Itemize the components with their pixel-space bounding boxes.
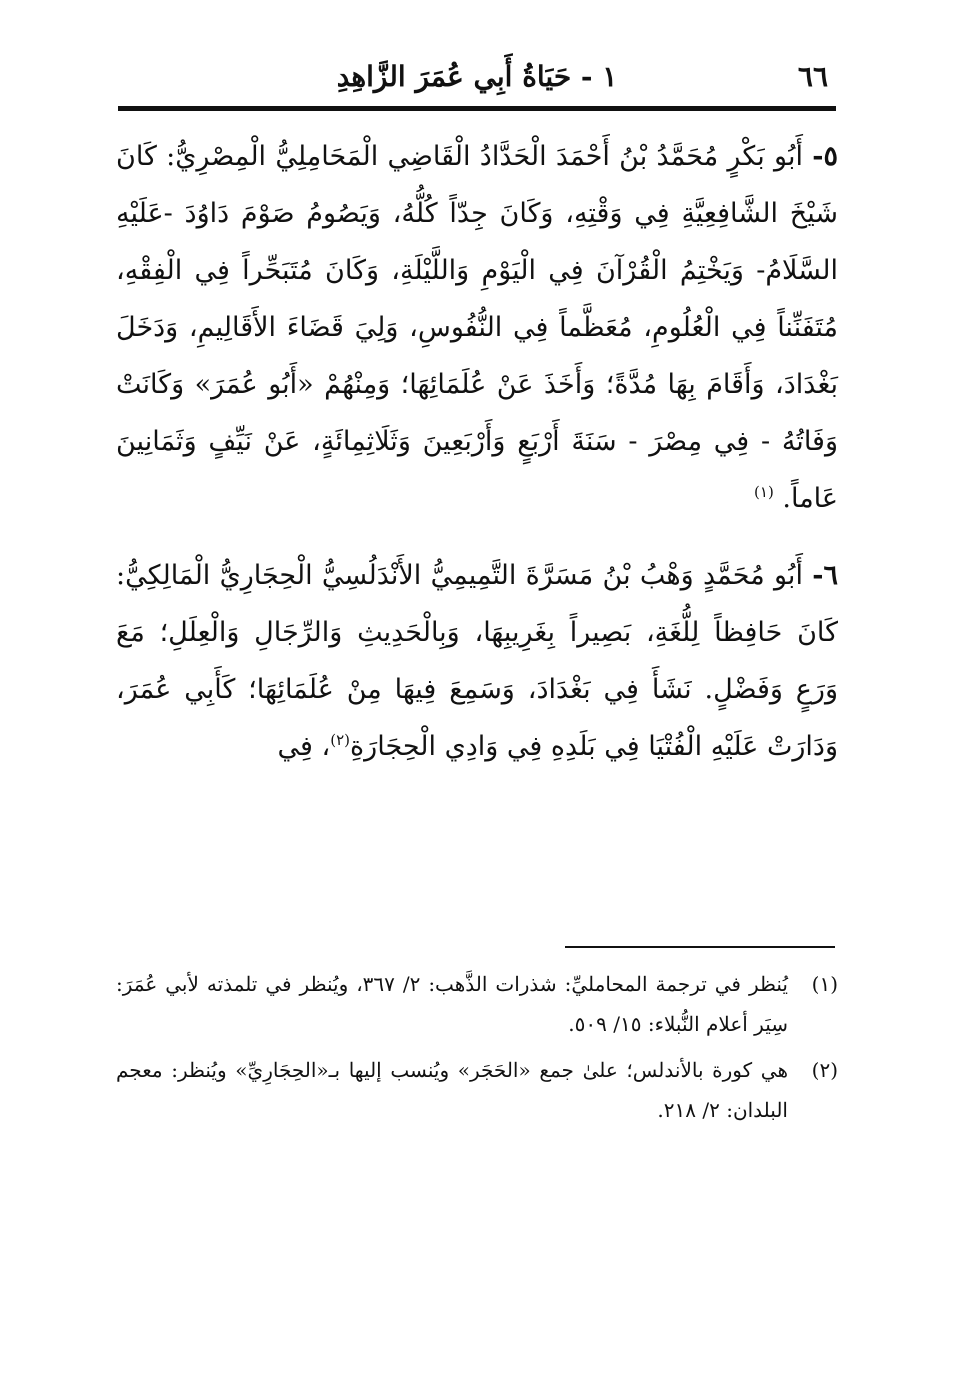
entry-text: أَبُو بَكْرٍ مُحَمَّدُ بْنُ أَحْمَدَ الْحَدَّادُ الْقَاضِي الْمَحَامِلِيُّ الْمِصْرِيُّ: كَانَ شَيْخَ الشَّافِعِيَّةِ فِي وَقْتِهِ، وَكَانَ جِدّاً كُلُّهُ، وَيَصُومُ صَوْمَ دَاوُدَ -عَلَيْهِ السَّلَامُ- وَيَخْتِمُ الْقُرْآنَ فِي الْيَوْمِ وَاللَّيْلَةِ، وَكَانَ مُتَبَحِّراً فِي الْفِقْهِ، مُتَفَنِّناً فِي الْعُلُومِ، مُعَظَّماً فِي النُّفُوسِ، وَلِيَ قَضَاءَ الأَقَالِيمِ، وَدَخَلَ بَغْدَادَ، وَأَقَامَ بِهَا مُدَّةً؛ وَأَخَذَ عَنْ عُلَمَائِهَا؛ وَمِنْهُمْ «أَبُو عُمَرَ» وَكَانَتْ وَفَاتُهُ - فِي مِصْرَ - سَنَةَ أَرْبَعٍ وَأَرْبَعِينَ وَثَلَاثِمِائَةٍ، عَنْ نَيِّفٍ وَثَمَانِينَ عَاماً. bbox=[116, 141, 838, 514]
entry-text: أَبُو مُحَمَّدٍ وَهْبُ بْنُ مَسَرَّةَ التَّمِيمِيُّ الأَنْدَلُسِيُّ الْحِجَارِيُّ الْمَالِكِيُّ: كَانَ حَافِظاً لِلُّغَةِ، بَصِيراً بِغَرِيبِهَا، وَبِالْحَدِيثِ وَالرِّجَالِ وَالْعِلَلِ؛ مَعَ وَرَعٍ وَفَضْلٍ. نَشَأَ فِي بَغْدَادَ، وَسَمِعَ فِيهَا مِنْ عُلَمَائِهَا؛ كَأَبِي عُمَرَ، وَدَارَتْ عَلَيْهِ الْفُتْيَا فِي بَلَدِهِ فِي وَادِي الْحِجَارَةِ bbox=[116, 560, 838, 762]
running-title: ١ - حَيَاةُ أَبِي عُمَرَ الزَّاهِدِ bbox=[336, 60, 618, 93]
entry-number: ٥- bbox=[812, 141, 839, 172]
page-header bbox=[118, 58, 836, 104]
footnote-reference[interactable]: (٢) bbox=[330, 731, 351, 749]
main-text bbox=[116, 128, 838, 775]
footnote-number: (١) bbox=[811, 972, 838, 996]
header-rule bbox=[118, 106, 836, 111]
footnote-reference[interactable]: (١) bbox=[754, 483, 774, 501]
footnotes bbox=[116, 964, 838, 1136]
entry-number: ٦- bbox=[812, 560, 838, 591]
footnote-2 bbox=[116, 1050, 838, 1130]
page-number: ٦٦ bbox=[797, 60, 828, 93]
entry-text-continued: ، فِي bbox=[277, 731, 331, 762]
footnote-1 bbox=[116, 964, 838, 1044]
footnote-separator bbox=[565, 946, 835, 948]
footnote-text: يُنظر في ترجمة المحامليِّ: شذرات الذَّهب: ٢/ ٣٦٧، ويُنظر في تلمذته لأبي عُمَرَ: سِيَر أعلام النُّبلاء: ١٥/ ٥٠٩. bbox=[116, 972, 788, 1036]
footnote-number: (٢) bbox=[811, 1058, 838, 1082]
footnote-text: هي كورة بالأندلس؛ علىٰ جمع «الحَجَر» ويُنسب إليها بـ«الحِجَارِيِّ» ويُنظر: معجم البلدان: ٢/ ٢١٨. bbox=[116, 1058, 788, 1122]
entry-5 bbox=[116, 128, 838, 527]
entry-6 bbox=[116, 547, 838, 775]
